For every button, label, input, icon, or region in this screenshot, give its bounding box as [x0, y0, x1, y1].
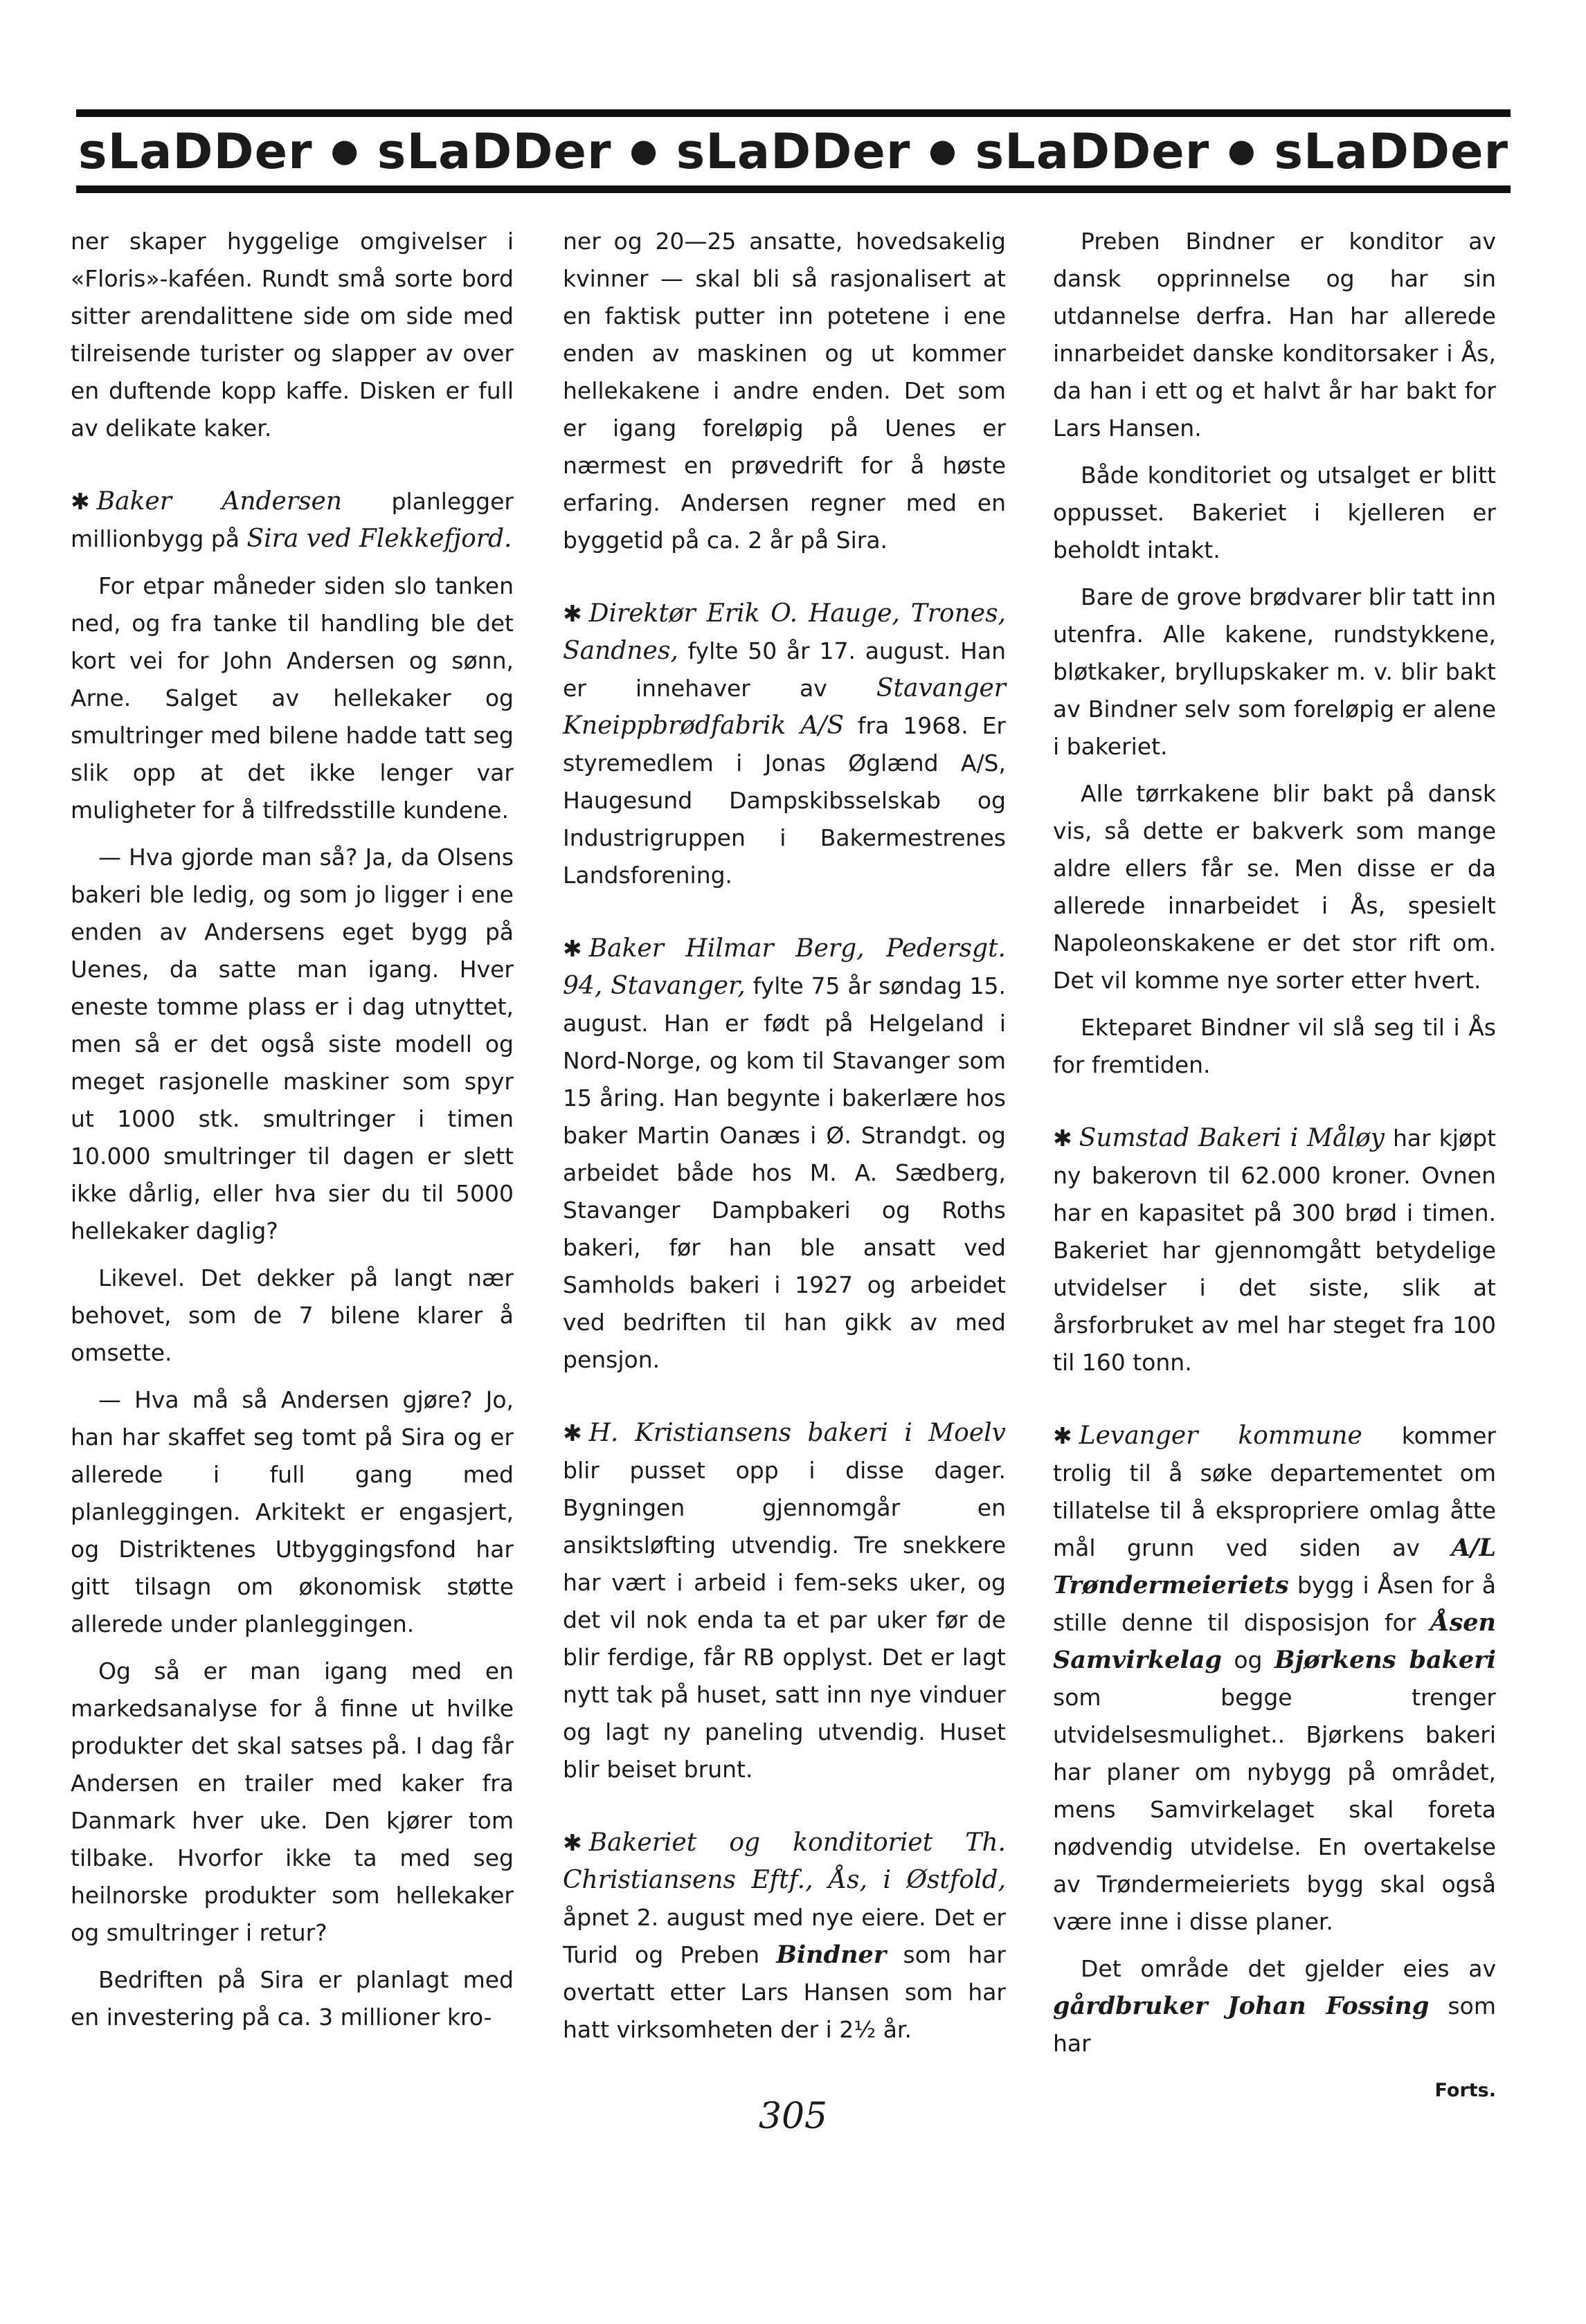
- news-item-levanger-kommune: [1053, 1417, 1496, 1941]
- item-text: kommer trolig til å søke departementet om tillatelse til å ekspropriere omlag åtte mål grunn ved siden av: [1053, 1422, 1497, 1561]
- asterisk-icon: ✱: [563, 1419, 582, 1446]
- asterisk-icon: ✱: [1053, 1422, 1072, 1449]
- paragraph: — Hva må så Andersen gjøre? Jo, han har skaffet seg tomt på Sira og er allerede i full gang med planleggingen. Arkitekt er engasjert, og Distriktenes Utbyggingsfond har gitt tilsagn om økonomisk støtte allerede under planleggingen.: [71, 1386, 514, 1637]
- column-3: [1053, 223, 1496, 2109]
- item-text: og: [1222, 1646, 1274, 1673]
- item-text: som har overtatt etter Lars Hansen som har hatt virksomheten der i 2½ år.: [563, 1941, 1007, 2043]
- news-item-hilmar-berg: [563, 930, 1006, 1379]
- item-text: fra 1968. Er styremedlem i Jonas Øglænd A/S, Haugesund Dampskibsselskab og Industrigruppen i Bakermestrenes Landsforening.: [563, 712, 1006, 889]
- paragraph: Preben Bindner er konditor av dansk opprinnelse og har sin utdannelse derfra. Han har allerede innarbeidet danske konditorsaker i Ås, da han i ett og et halvt år har bakt for Lars Hansen.: [1053, 228, 1496, 442]
- item-text: Det område det gjelder eies av: [1081, 1955, 1496, 1982]
- item-headline: Sira ved Flekkefjord.: [246, 525, 512, 553]
- masthead-word: sLaDDer: [78, 123, 313, 180]
- item-text: som begge trenger utvidelsesmulighet.. Bjørkens bakeri har planer om nybygg på området, mens Samvirkelaget skal foreta nødvendig utvidelse. En overtakelse av Trøndermeieriets bygg skal også være inne i disse planer.: [1053, 1684, 1496, 1935]
- paragraph: [1053, 1950, 1496, 2062]
- bullet-separator: ●: [330, 131, 359, 169]
- item-headline: Sumstad Bakeri i Måløy: [1079, 1124, 1385, 1152]
- item-headline: Åsen Samvirkelag: [1053, 1608, 1496, 1674]
- item-text: blir pusset opp i disse dager. Bygningen gjennomgår en ansiktsløfting utvendig. Tre snekkere har vært i arbeid i fem-seks uker, og det vil nok enda ta et par uker før de blir ferdige, får RB opplyst. Det er lagt nytt tak på huset, satt inn nye vinduer og lagt ny paneling utvendig. Huset blir beiset brunt.: [563, 1457, 1006, 1783]
- masthead-word: sLaDDer: [975, 123, 1210, 180]
- masthead-word: sLaDDer: [676, 123, 911, 180]
- news-item-erik-hauge: [563, 595, 1006, 894]
- item-text: bygg i Åsen for å stille denne til disposisjon for: [1053, 1572, 1496, 1636]
- paragraph: Bare de grove brødvarer blir tatt inn utenfra. Alle kakene, rundstykkene, bløtkaker, bryllupskaker m. v. blir bakt av Bindner selv som foreløpig er alene i bakeriet.: [1053, 583, 1496, 760]
- paragraph: Både konditoriet og utsalget er blitt oppusset. Bakeriet i kjelleren er beholdt intakt.: [1053, 462, 1496, 563]
- paragraph: Bedriften på Sira er planlagt med en investering på ca. 3 millioner kro-: [71, 1966, 514, 2031]
- masthead: [76, 119, 1511, 184]
- column-2: [563, 223, 1006, 2058]
- top-rule: [76, 109, 1511, 117]
- item-headline: H. Kristiansens bakeri i Moelv: [588, 1419, 1006, 1447]
- news-item-sumstad-bakeri: [1053, 1120, 1496, 1381]
- paragraph: Og så er man igang med en markedsanalyse for å finne ut hvilke produkter det skal satses på. I dag får Andersen en trailer med kaker fra Danmark hver uke. Den kjører tom tilbake. Hvorfor ikke ta med seg heilnorske produkter som hellekaker og smultringer i retur?: [71, 1658, 514, 1946]
- paragraph: Alle tørrkakene blir bakt på dansk vis, så dette er bakverk som mange aldre ellers får se. Men disse er da allerede innarbeidet i Ås, spesielt Napoleonskakene er det stor rift om. Det vil komme nye sorter etter hvert.: [1053, 780, 1496, 994]
- item-headline: Bindner: [776, 1941, 887, 1969]
- paragraph: Ekteparet Bindner vil slå seg til i Ås for fremtiden.: [1053, 1014, 1496, 1078]
- masthead-word: sLaDDer: [377, 123, 612, 180]
- paragraph: ner og 20—25 ansatte, hovedsakelig kvinner — skal bli så rasjonalisert at en faktisk putter inn potetene i ene enden av maskinen og ut kommer hellekakene i andre enden. Det som er igang foreløpig på Uenes er nærmest en prøvedrift for å høste erfaring. Andersen regner med en byggetid på ca. 2 år på Sira.: [563, 228, 1006, 554]
- bullet-separator: ●: [928, 131, 957, 169]
- bullet-separator: ●: [629, 131, 658, 169]
- paragraph: Likevel. Det dekker på langt nær behovet, som de 7 bilene klarer å omsette.: [71, 1264, 514, 1366]
- item-headline: Baker Andersen: [96, 487, 343, 516]
- asterisk-icon: ✱: [71, 488, 90, 515]
- news-item-christiansens-eftf: [563, 1824, 1006, 2049]
- paragraph: ner skaper hyggelige omgivelser i «Floris»-kaféen. Rundt små sorte bord sitter arendalittene side om side med tilreisende turister og slapper av over en duftende kopp kaffe. Disken er full av delikate kaker.: [71, 228, 514, 442]
- news-item-kristiansens-bakeri: [563, 1415, 1006, 1788]
- bullet-separator: ●: [1227, 131, 1256, 169]
- continued-label: Forts.: [1434, 2080, 1496, 2101]
- item-headline: Baker Hilmar Berg, Pedersgt. 94, Stavanger,: [563, 934, 1006, 1000]
- item-headline: Stavanger Kneippbrødfabrik A/S: [563, 674, 1006, 740]
- asterisk-icon: ✱: [1053, 1125, 1072, 1152]
- page-number: 305: [758, 2096, 828, 2137]
- news-item-baker-andersen: [71, 483, 514, 558]
- bottom-rule: [76, 185, 1511, 193]
- item-text: som har: [1053, 1992, 1496, 2057]
- item-text: planlegger millionbygg på: [71, 488, 514, 552]
- asterisk-icon: ✱: [563, 600, 582, 627]
- item-headline: gårdbruker Johan Fossing: [1053, 1992, 1430, 2020]
- item-text: fylte 75 år søndag 15. august. Han er født på Helgeland i Nord-Norge, og kom til Stavanger som 15 åring. Han begynte i bakerlære hos baker Martin Oanæs i Ø. Strandgt. og arbeidet både hos M. A. Sædberg, Stavanger Dampbakeri og Roths bakeri, før han ble ansatt ved Samholds bakeri i 1927 og arbeidet ved bedriften til han gikk av med pensjon.: [563, 972, 1006, 1373]
- item-headline: A/L Trøndermeieriets: [1053, 1534, 1496, 1599]
- item-headline: Levanger kommune: [1079, 1422, 1362, 1450]
- item-headline: Bakeriet og konditoriet Th. Christiansens Eftf., Ås, i Østfold,: [563, 1828, 1006, 1894]
- item-text: åpnet 2. august med nye eiere. Det er Turid og Preben: [563, 1904, 1006, 1968]
- masthead-word: sLaDDer: [1274, 123, 1509, 180]
- item-text: har kjøpt ny bakerovn til 62.000 kroner. Ovnen har en kapasitet på 300 brød i timen. Bakeriet har gjennomgått betydelige utvidelser i det siste, slik at årsforbruket av mel har steget fra 100 til 160 tonn.: [1053, 1125, 1497, 1376]
- asterisk-icon: ✱: [563, 935, 582, 962]
- paragraph: For etpar måneder siden slo tanken ned, og fra tanke til handling ble det kort vei for John Andersen og sønn, Arne. Salget av hellekaker og smultringer med bilene hadde tatt seg slik opp at det ikke lenger var muligheter for å tilfredsstille kundene.: [71, 572, 514, 824]
- asterisk-icon: ✱: [563, 1829, 582, 1856]
- item-headline: Bjørkens bakeri: [1274, 1646, 1496, 1674]
- item-headline: Direktør Erik O. Hauge, Trones, Sandnes,: [563, 599, 1006, 665]
- column-1: [71, 223, 514, 2046]
- paragraph: — Hva gjorde man så? Ja, da Olsens bakeri ble ledig, og som jo ligger i ene enden av Andersens eget bygg på Uenes, da satte man igang. Hver eneste tomme plass er i dag utnyttet, men så er det også siste modell og meget rasjonelle maskiner som spyr ut 1000 stk. smultringer i timen 10.000 smultringer til dagen er slett ikke dårlig, eller hva sier du til 5000 hellekaker daglig?: [71, 844, 514, 1244]
- item-text: fylte 50 år 17. august. Han er innehaver av: [563, 637, 1006, 702]
